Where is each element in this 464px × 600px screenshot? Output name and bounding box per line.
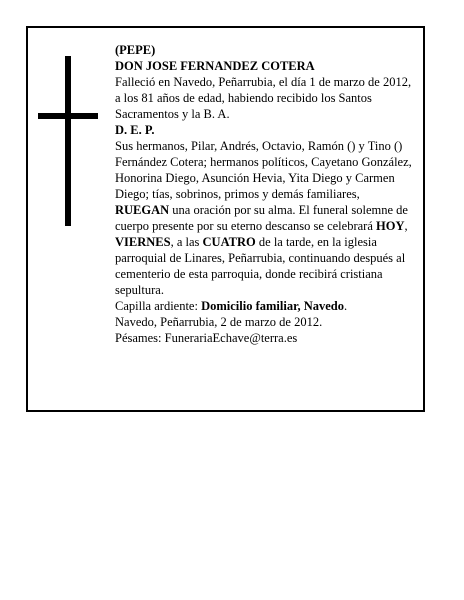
- nickname: (PEPE): [115, 43, 156, 57]
- capilla-label: Capilla ardiente:: [115, 299, 202, 313]
- cross-horizontal-bar: [38, 113, 98, 119]
- capilla-value: Domicilio familiar, Navedo: [201, 299, 345, 313]
- funeral-rest-text: de la tarde, en la iglesia parroquial de Linares, Peñarrubia, continuando después al cementerio de esta parroquia, donde recibirá cristiana sepultura.: [115, 235, 406, 297]
- a-las-text: , a las: [170, 235, 203, 249]
- capilla-line: [115, 298, 415, 314]
- deceased-name: DON JOSE FERNANDEZ COTERA: [115, 59, 315, 73]
- family-paragraph: Sus hermanos, Pilar, Andrés, Octavio, Ramón () y Tino () Fernández Cotera; hermanos políticos, Cayetano González, Honorina Diego, Asunción Hevia, Yita Diego y Carmen Diego; tías, sobrinos, primos y demás familiares,: [115, 139, 412, 201]
- dep-line: D. E. P.: [115, 123, 155, 137]
- obituary-notice: [26, 26, 425, 412]
- death-line: Falleció en Navedo, Peñarrubia, el día 1 de marzo de 2012,: [115, 75, 412, 89]
- age-line: a los 81 años de edad, habiendo recibido los Santos Sacramentos y la B. A.: [115, 91, 372, 121]
- place-date-line: Navedo, Peñarrubia, 2 de marzo de 2012.: [115, 315, 323, 329]
- capilla-end: .: [344, 299, 348, 313]
- viernes-word: VIERNES: [115, 235, 171, 249]
- ruegan-word: RUEGAN: [115, 203, 170, 217]
- funeral-paragraph: [115, 202, 415, 298]
- pesames-line: Pésames: FunerariaEchave@terra.es: [115, 331, 298, 345]
- cuatro-word: CUATRO: [202, 235, 256, 249]
- hoy-word: HOY: [376, 219, 405, 233]
- comma-space: ,: [404, 219, 408, 233]
- ruegan-text: una oración por su alma. El funeral solemne de cuerpo presente por su eterno descanso se celebrará: [115, 203, 408, 233]
- cross-vertical-bar: [65, 56, 71, 226]
- obituary-text: [115, 42, 415, 346]
- cross-icon: [38, 56, 98, 226]
